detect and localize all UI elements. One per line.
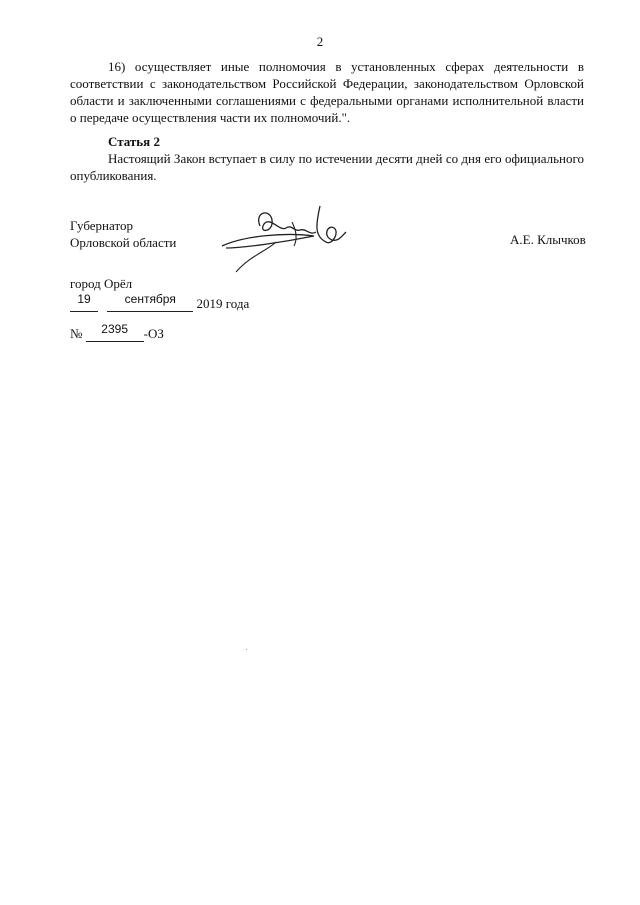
signatory-title — [70, 217, 176, 251]
number-sign: № — [70, 326, 83, 341]
signatory-title-line1: Губернатор — [70, 218, 133, 233]
date-month-field — [107, 292, 193, 312]
signatory-name: А.Е. Клычков — [510, 232, 586, 247]
date-day-field — [70, 292, 98, 312]
date-year: 2019 года — [196, 296, 250, 311]
amendment-item-16 — [70, 58, 584, 126]
date-day: 19 — [77, 292, 91, 306]
article-2-text: Настоящий Закон вступает в силу по истечении десяти дней со дня его официального опубликования. — [70, 151, 584, 183]
article-2-title: Статья 2 — [108, 134, 160, 149]
scan-speck — [246, 649, 247, 650]
law-number-suffix: -ОЗ — [143, 326, 164, 341]
date-line — [70, 292, 250, 319]
page-number: 2 — [316, 34, 324, 49]
law-number: 2395 — [101, 322, 128, 336]
date-month: сентября — [124, 292, 176, 306]
item-16-text: 16) осуществляет иные полномочия в установленных сферах деятельности в соответствии с законодательством Российской Федерации, законодательством Орловской области и заключенными соглашениями с федеральными органами исполнительной власти о передаче осуществления части их полномочий.". — [70, 59, 584, 125]
article-2-body — [70, 150, 584, 184]
law-number-line — [70, 322, 164, 349]
city: город Орёл — [70, 276, 133, 291]
law-number-field — [86, 322, 144, 342]
signatory-title-line2: Орловской области — [70, 235, 177, 250]
handwritten-signature — [214, 202, 354, 282]
